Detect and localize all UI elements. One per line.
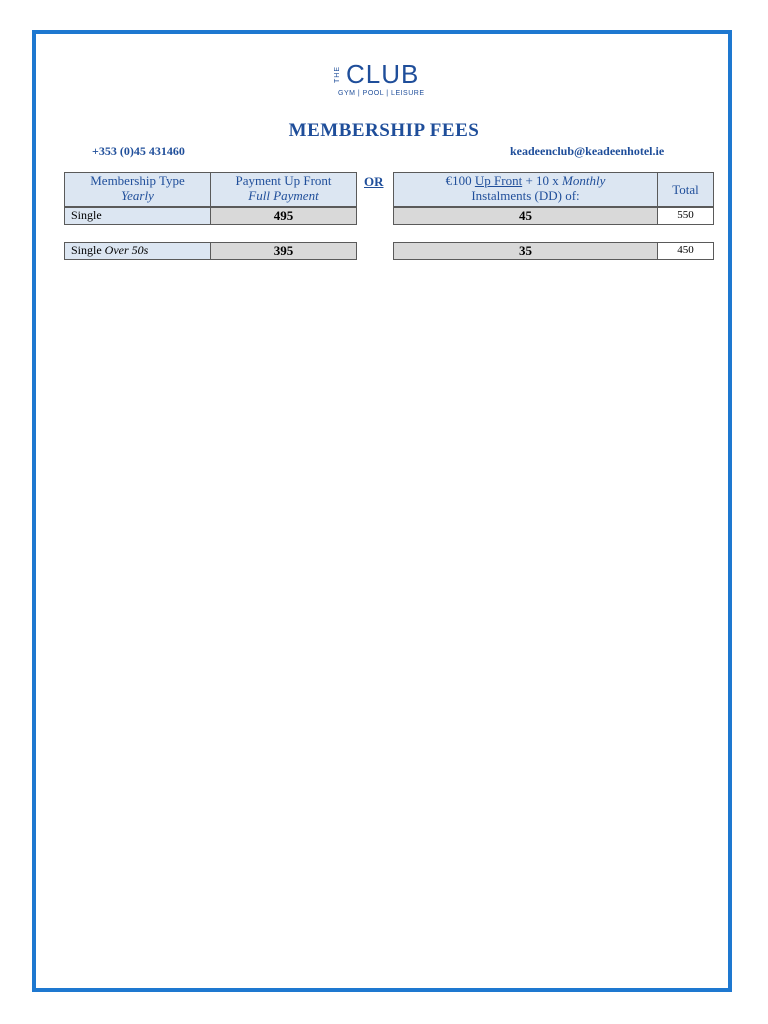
dd-line1-a: €100 [445,173,475,188]
dd-line2: Instalments (DD) of: [471,188,580,203]
t1-header-upfront-sub: Full Payment [248,188,319,203]
logo-the: THE [334,66,341,83]
dd-line1-c: + 10 x [522,173,563,188]
dd-line1-b: Up Front [474,173,523,188]
phone-number[interactable]: +353 (0)45 431460 [92,144,185,158]
email-address[interactable]: keadeenclub@keadeenhotel.ie [510,144,665,158]
t1-header-upfront-label: Payment Up Front [235,173,332,188]
or-label: OR [364,174,384,189]
t1-header-dd [393,172,658,207]
t1-upfront: 395 [210,242,357,260]
t1-dd: 45 [393,207,658,225]
t1-type-italic: Over 50s [104,243,149,257]
club-logo [334,60,444,102]
page-title: MEMBERSHIP FEES [288,120,480,141]
t1-type-text: Single [71,243,105,257]
t1-total: 450 [657,242,714,260]
dd-line1-d: Monthly [562,173,606,188]
t1-total: 550 [657,207,714,225]
t1-header-upfront [210,172,357,207]
logo-tagline: GYM | POOL | LEISURE [338,90,425,97]
t1-type: Single [64,207,211,225]
t1-header-type [64,172,211,207]
t1-type [64,242,211,260]
t1-dd: 35 [393,242,658,260]
t1-header-type-label: Membership Type [90,173,185,188]
t1-upfront: 495 [210,207,357,225]
t1-header-type-sub: Yearly [121,188,154,203]
logo-club: CLUB [346,59,420,89]
t1-header-total: Total [657,172,714,207]
